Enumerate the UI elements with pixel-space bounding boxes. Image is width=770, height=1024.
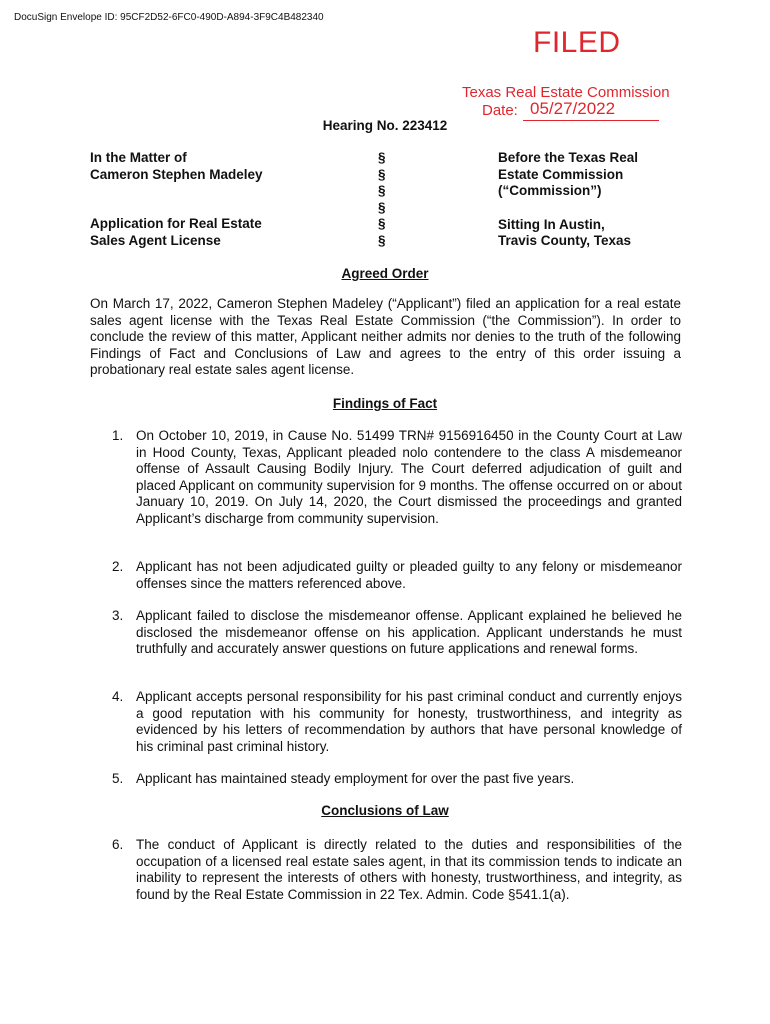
section-symbol: §	[378, 166, 386, 182]
conclusions-heading: Conclusions of Law	[321, 803, 449, 818]
finding-item	[112, 771, 682, 788]
finding-text: Applicant has maintained steady employment for over the past five years.	[136, 771, 575, 786]
matter-line-1: In the Matter of	[90, 150, 187, 165]
filed-status: FILED	[533, 26, 621, 59]
agreed-order-heading: Agreed Order	[341, 266, 429, 281]
application-line-2: Sales Agent License	[90, 232, 221, 248]
finding-number: 5.	[112, 771, 124, 786]
finding-number: 4.	[112, 689, 124, 704]
finding-text: Applicant accepts personal responsibility for his past criminal conduct and currently enjoys a good reputation with his community for honesty, trustworthiness, and integrity as evidenced by his letters of recommendation by authors that have personal knowledge of his criminal past criminal history.	[136, 689, 682, 754]
conclusion-text: The conduct of Applicant is directly related to the duties and responsibilities of the occupation of a licensed real estate sales agent, in that its commission tends to indicate an inability to represent the interests of others with honesty, trustworthiness, and integrity, as found by the Real Estate Commission in 22 Tex. Admin. Code §541.1(a).	[136, 837, 682, 902]
application-line-1: Application for Real Estate	[90, 216, 262, 231]
caption-right	[498, 150, 698, 250]
finding-number: 1.	[112, 428, 124, 443]
section-symbol: §	[378, 199, 386, 215]
hearing-number: Hearing No. 223412	[322, 118, 448, 133]
section-symbol: §	[378, 183, 386, 198]
conclusion-number: 6.	[112, 837, 124, 852]
section-symbols	[378, 150, 398, 249]
section-symbol: §	[378, 150, 386, 165]
section-symbol: §	[378, 232, 386, 248]
before-line-2: Estate Commission	[498, 166, 624, 182]
stamp-agency: Texas Real Estate Commission	[462, 84, 670, 101]
findings-heading: Findings of Fact	[332, 396, 438, 411]
finding-item	[112, 608, 682, 658]
stamp-date-label: Date:	[482, 102, 518, 119]
section-symbol: §	[378, 216, 386, 231]
finding-text: On October 10, 2019, in Cause No. 51499 TRN# 9156916450 in the County Court at Law in Hood County, Texas, Applicant pleaded nolo contendere to the class A misdemeanor offense of Assault Causing Bodily Injury. The Court deferred adjudication of guilt and placed Applicant on community supervision for 9 months. The offense occurred on or about January 10, 2019. On July 14, 2020, the Court dismissed the proceedings and granted Applicant’s discharge from community supervision.	[136, 428, 682, 526]
before-line-3: (“Commission”)	[498, 183, 602, 198]
sitting-line-1: Sitting In Austin,	[498, 216, 605, 232]
conclusion-item	[112, 837, 682, 903]
finding-text: Applicant failed to disclose the misdemeanor offense. Applicant explained he believed he disclosed the misdemeanor offense on his application. Applicant understands he must truthfully and accurately answer questions on future applications and renewal forms.	[136, 608, 682, 656]
docusign-envelope-id: DocuSign Envelope ID: 95CF2D52-6FC0-490D-A894-3F9C4B482340	[14, 12, 324, 23]
finding-item	[112, 689, 682, 755]
finding-item	[112, 559, 682, 592]
finding-number: 2.	[112, 559, 124, 574]
finding-number: 3.	[112, 608, 124, 623]
sitting-line-2: Travis County, Texas	[498, 233, 632, 248]
caption-left	[90, 150, 340, 249]
finding-item	[112, 428, 682, 527]
case-caption	[0, 150, 770, 260]
intro-paragraph: On March 17, 2022, Cameron Stephen Madeley (“Applicant”) filed an application for a real estate sales agent license with the Texas Real Estate Commission (“the Commission”). In order to conclude the review of this matter, Applicant neither admits nor denies to the truth of the following Findings of Fact and Conclusions of Law and agrees to the entry of this order issuing a probationary real estate sales agent license.	[90, 296, 681, 377]
before-line-1: Before the Texas Real	[498, 150, 639, 165]
finding-text: Applicant has not been adjudicated guilty or pleaded guilty to any felony or misdemeanor offenses since the matters referenced above.	[136, 559, 682, 591]
stamp-date-value: 05/27/2022	[530, 99, 616, 118]
matter-line-2: Cameron Stephen Madeley	[90, 166, 263, 182]
